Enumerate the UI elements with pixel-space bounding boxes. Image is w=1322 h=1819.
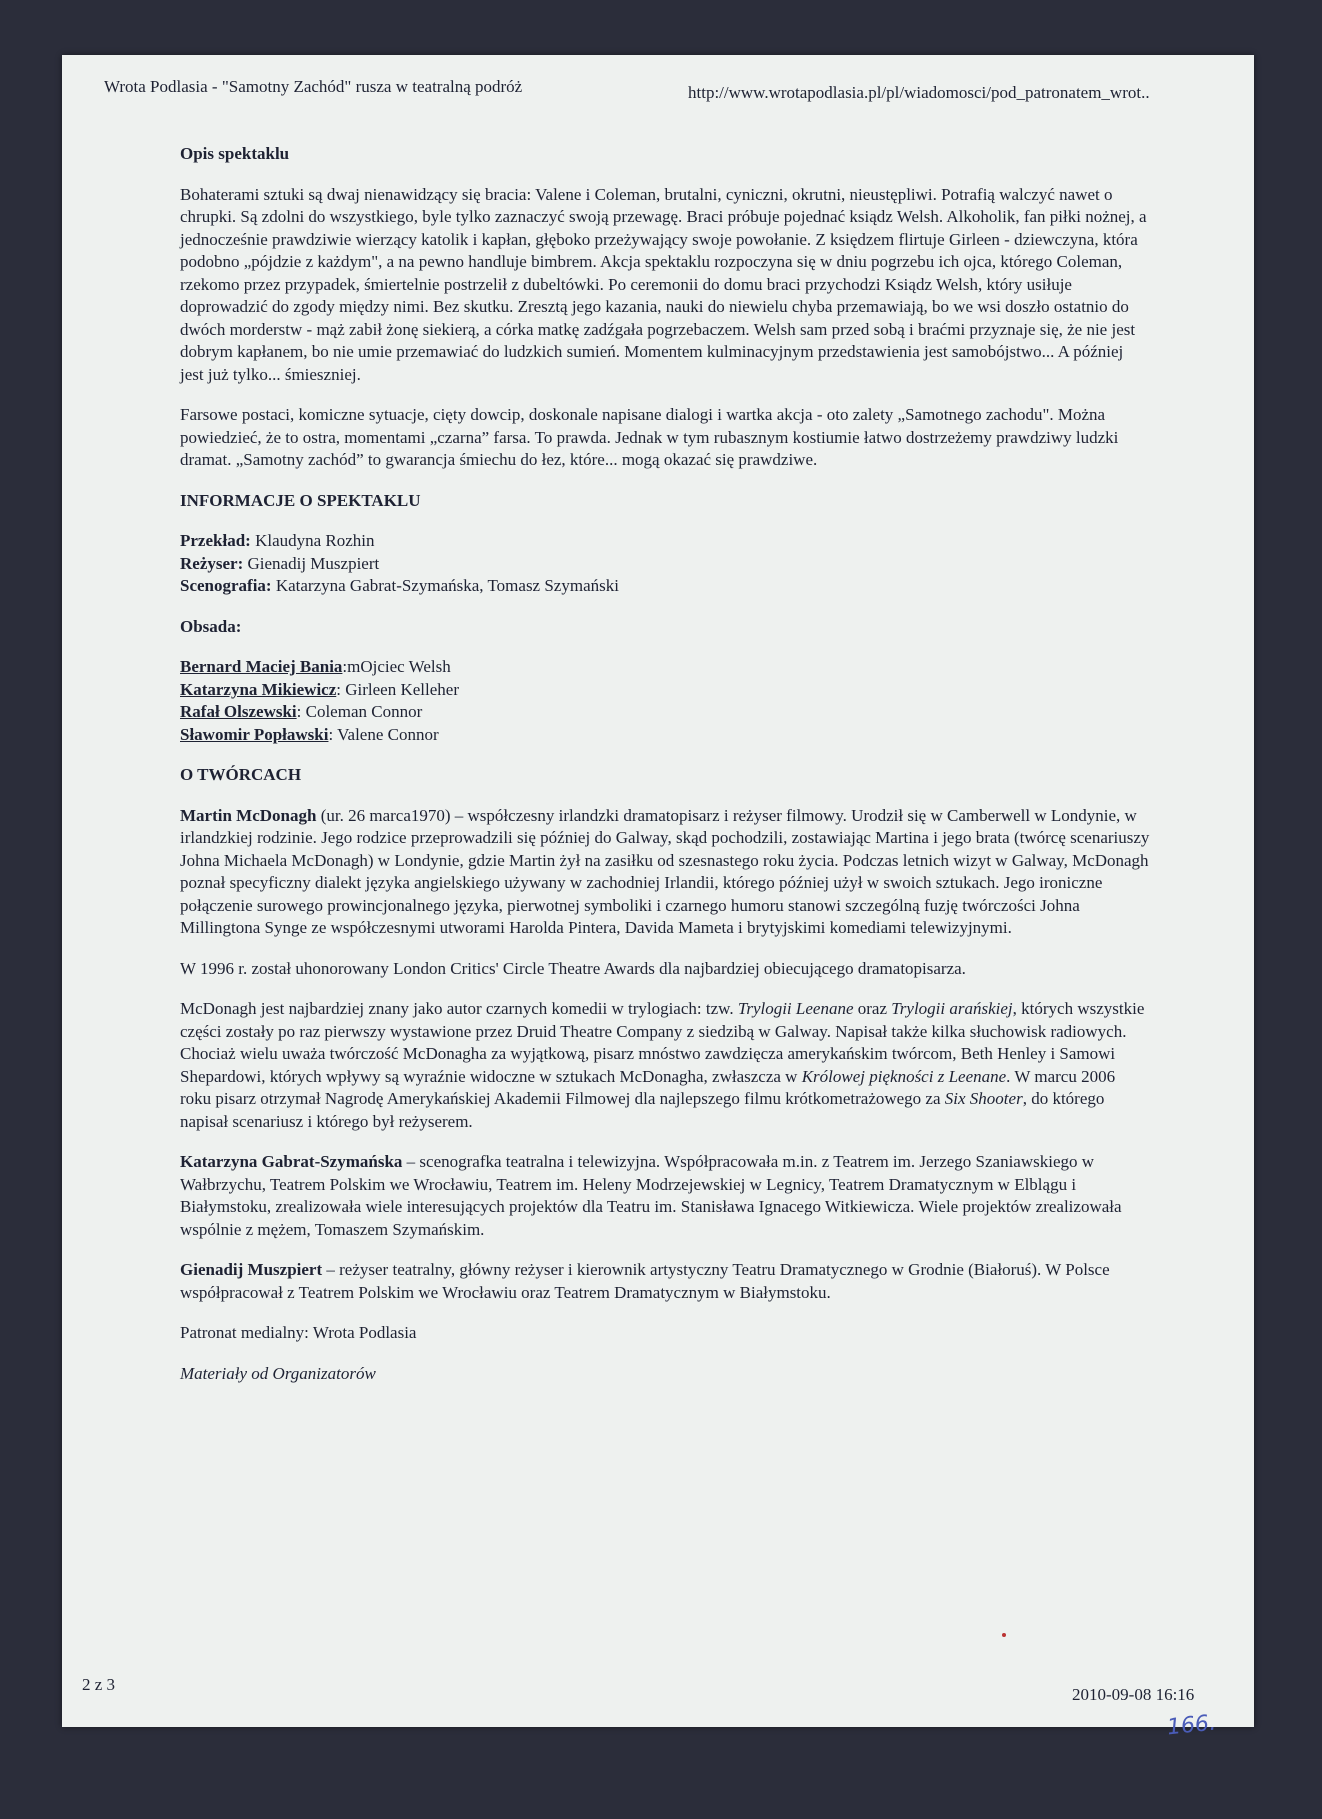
- handwritten-folio-number: 166.: [1165, 1710, 1218, 1741]
- cast-row: [180, 724, 1150, 747]
- text-run: , do którego napisał scenariusz i którego był reżyserem.: [180, 1089, 1105, 1131]
- text-run: . W marcu 2006 roku pisarz otrzymał Nagrodę Amerykańskiej Akademii Filmowej dla najlepszego filmu krótkometrażowego za: [180, 1066, 1116, 1108]
- bio-award: W 1996 r. został uhonorowany London Critics' Circle Theatre Awards dla najbardziej obiecującego dramatopisarza.: [180, 958, 966, 978]
- info-przeklad: [180, 530, 1150, 553]
- info-rezyser: [180, 553, 1150, 576]
- scanned-page: [62, 55, 1254, 1741]
- bio-text: (ur. 26 marca1970) – współczesny irlandzki dramatopisarz i reżyser filmowy. Urodził się w Camberwell w Londynie, w irlandzkiej rodzinie. Jego rodzice przeprowadzili się później do Galway, skąd pochodzili, zostawiając Martina i jego brata (twórcę scenariuszy Johna Michaela McDonagh) w Londynie, gdzie Martin żył na zasiłku od szesnastego roku życia. Podczas letnich wizyt w Galway, McDonagh poznał specyficzny dialekt języka angielskiego używany w zachodniej Irlandii, którego później użył w swoich sztukach. Jego ironiczne połączenie surowego prowincjonalnego języka, pierwotnej symboliki i czarnego humoru stanowi szczególną fuzję twórczości Johna Millingtona Synge ze współczesnymi utworami Harolda Pintera, Davida Mameta i brytyjskimi komediami telewizyjnymi.: [180, 805, 1150, 937]
- info-scenografia-value: Katarzyna Gabrat-Szymańska, Tomasz Szymański: [271, 576, 619, 595]
- print-datetime: 2010-09-08 16:16: [1072, 1685, 1195, 1704]
- bio-known-works: [180, 998, 1150, 1133]
- info-scenografia-label: Scenografia:: [180, 576, 272, 595]
- article-body: [180, 143, 1150, 1403]
- page-header-url: http://www.wrotapodlasia.pl/pl/wiadomosci/pod_patronatem_wrot..: [688, 83, 1150, 102]
- bio-name: Martin McDonagh: [180, 805, 317, 825]
- cast-row: [180, 656, 1150, 679]
- work-title: Trylogii Leenane: [737, 999, 854, 1018]
- cast-row: [180, 701, 1150, 724]
- cast-actor-link[interactable]: Bernard Maciej Bania: [180, 657, 343, 676]
- bio-name: Gienadij Muszpiert: [180, 1260, 323, 1279]
- section-heading-opis: Opis spektaklu: [180, 144, 290, 163]
- section-heading-obsada: Obsada:: [180, 616, 242, 636]
- info-przeklad-label: Przekład:: [180, 531, 251, 550]
- ink-speck: [1002, 1633, 1006, 1637]
- patronat-line: Patronat medialny: Wrota Podlasia: [180, 1323, 417, 1342]
- opis-paragraph-2: Farsowe postaci, komiczne sytuacje, cięty dowcip, doskonale napisane dialogi i wartka akcja - oto zalety „Samotnego zachodu". Można powiedzieć, że to ostra, momentami „czarna” farsa. To prawda. Jednak w tym rubasznym kostiumie łatwo dostrzeżemy prawdziwy ludzki dramat. „Samotny zachód” to gwarancja śmiechu do łez, które... mogą okazać się prawdziwe.: [180, 405, 1119, 469]
- cast-role: : Girleen Kelleher: [336, 679, 459, 699]
- info-rezyser-label: Reżyser:: [180, 553, 244, 573]
- cast-actor-link[interactable]: Katarzyna Mikiewicz: [180, 679, 337, 699]
- section-heading-tworcy: O TWÓRCACH: [180, 765, 302, 784]
- section-heading-info: INFORMACJE O SPEKTAKLU: [180, 490, 421, 510]
- info-przeklad-value: Klaudyna Rozhin: [250, 531, 375, 550]
- bio-mcdonagh: [180, 805, 1150, 940]
- opis-paragraph-1: Bohaterami sztuki są dwaj nienawidzący się bracia: Valene i Coleman, brutalni, cyniczni, okrutni, nieustępliwi. Potrafią walczyć nawet o chrupki. Są zdolni do wszystkiego, byle tylko zaznaczyć swoją przewagę. Braci próbuje pojednać ksiądz Welsh. Alkoholik, fan piłki nożnej, a jednocześnie prawdziwie wierzący katolik i kapłan, głęboko przeżywający swoje powołanie. Z księdzem flirtuje Girleen - dziewczyna, która podobno „pójdzie z każdym", a na pewno handluje bimbrem. Akcja spektaklu rozpoczyna się w dniu pogrzebu ich ojca, którego Coleman, rzekomo przez przypadek, śmiertelnie postrzelił z dubeltówki. Po ceremonii do domu braci przychodzi Ksiądz Welsh, który usiłuje doprowadzić do zgody między nimi. Bez skutku. Zresztą jego kazania, nauki do niewielu chyba przemawiają, bo we wsi doszło ostatnio do dwóch morderstw - mąż zabił żonę siekierą, a córka matkę zadźgała pogrzebaczem. Welsh sam przed sobą i braćmi przyznaje się, że nie jest dobrym kapłanem, bo nie umie przemawiać do ludzkich sumień. Momentem kulminacyjnym przedstawienia jest samobójstwo... A później jest już tylko... śmieszniej.: [180, 184, 1147, 384]
- cast-actor-link[interactable]: Rafał Olszewski: [180, 702, 297, 721]
- info-rezyser-value: Gienadij Muszpiert: [243, 553, 380, 573]
- cast-role: : Valene Connor: [328, 724, 439, 744]
- bio-text: – scenografka teatralna i telewizyjna. Współpracowała m.in. z Teatrem im. Jerzego Szaniawskiego w Wałbrzychu, Teatrem Polskim we Wrocławiu, Teatrem im. Heleny Modrzejewskiej w Legnicy, Teatrem Dramatycznym w Elblągu i Białymstoku, zrealizowała wiele interesujących projektów dla Teatru im. Stanisława Ignacego Witkiewicza. Wiele projektów zrealizowała wspólnie z mężem, Tomaszem Szymańskim.: [180, 1152, 1122, 1239]
- text-run: McDonagh jest najbardziej znany jako autor czarnych komedii w trylogiach: tzw.: [180, 999, 738, 1018]
- cast-role: :mOjciec Welsh: [342, 657, 451, 676]
- cast-row: [180, 679, 1150, 702]
- work-title: Królowej piękności z Leenane: [801, 1066, 1007, 1086]
- cast-actor-link[interactable]: Sławomir Popławski: [180, 724, 329, 744]
- bio-text: – reżyser teatralny, główny reżyser i kierownik artystyczny Teatru Dramatycznego w Grodnie (Białoruś). W Polsce współpracował z Teatrem Polskim we Wrocławiu oraz Teatrem Dramatycznym w Białymstoku.: [180, 1260, 1110, 1302]
- cast-role: : Coleman Connor: [296, 702, 423, 721]
- text-run: , których wszystkie części zostały po raz pierwszy wystawione przez Druid Theatre Company z siedzibą w Galway. Napisał także kilka słuchowisk radiowych. Chociaż wielu uważa twórczość McDonagha za wyjątkową, pisarz mnóstwo zawdzięcza amerykańskim twórcom, Beth Henley i Samowi Shepardowi, których wpływy są wyraźnie widoczne w sztukach McDonagha, zwłaszcza w: [180, 999, 1145, 1086]
- bio-name: Katarzyna Gabrat-Szymańska: [180, 1152, 403, 1171]
- work-title: Trylogii arańskiej: [891, 999, 1013, 1018]
- materialy-line: Materiały od Organizatorów: [180, 1363, 376, 1383]
- info-scenografia: [180, 575, 1150, 598]
- page-number: 2 z 3: [82, 1675, 116, 1694]
- work-title: Six Shooter: [944, 1089, 1023, 1108]
- page-header-title: Wrota Podlasia - "Samotny Zachód" rusza w teatralną podróż: [104, 77, 523, 96]
- bio-gabrat: [180, 1151, 1150, 1241]
- text-run: oraz: [853, 999, 892, 1018]
- bio-muszpiert: [180, 1259, 1150, 1304]
